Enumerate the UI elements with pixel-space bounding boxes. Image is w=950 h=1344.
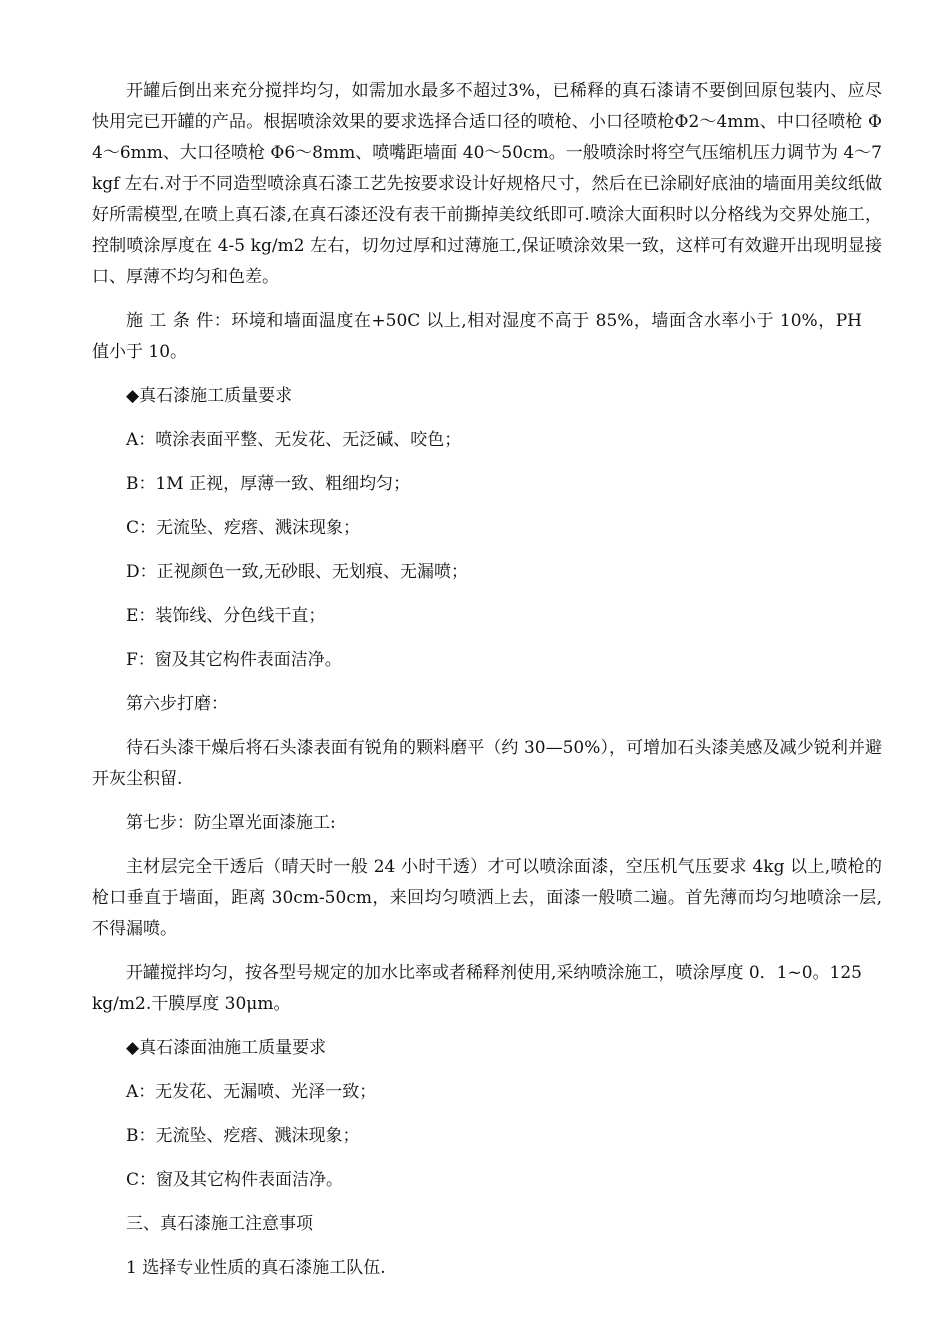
- paragraph-construction-conditions: 施 工 条 件：环境和墙面温度在+50C 以上,相对湿度不高于 85%，墙面含水率小于 10%，PH 值小于 10。: [92, 311, 862, 362]
- topcoat-item-a: A：无发花、无漏喷、光泽一致；: [126, 1082, 377, 1102]
- paragraph-mixing: 开罐搅拌均匀，按各型号规定的加水比率或者稀释剂使用,采纳喷涂施工，喷涂厚度 0．1~0。125kg/m2.干膜厚度 30μm。: [92, 963, 862, 1014]
- list-item-f: F：窗及其它构件表面洁净。: [126, 650, 342, 670]
- heading-topcoat-quality: ◆真石漆面油施工质量要求: [126, 1038, 327, 1058]
- list-item-d: D：正视颜色一致,无砂眼、无划痕、无漏喷；: [126, 562, 469, 582]
- paragraph-spray-procedure: 开罐后倒出来充分搅拌均匀，如需加水最多不超过3%，已稀释的真石漆请不要倒回原包装内、应尽快用完已开罐的产品。根据喷涂效果的要求选择合适口径的喷枪、小口径喷枪Φ2～4mm、中口径喷枪 Φ4～6mm、大口径喷枪 Φ6～8mm、喷嘴距墙面 40～50cm。一般喷涂时将空气压缩机压力调节为 4～7kgf 左右.对于不同造型喷涂真石漆工艺先按要求设计好规格尺寸，然后在已涂刷好底油的墙面用美纹纸做好所需模型,在喷上真石漆,在真石漆还没有表干前撕掉美纹纸即可.喷涂大面积时以分格线为交界处施工，控制喷涂厚度在 4-5 kg/m2 左右，切勿过厚和过薄施工,保证喷涂效果一致，这样可有效避开出现明显接口、厚薄不均匀和色差。: [92, 81, 882, 287]
- list-item-c: C：无流坠、疙瘩、溅沫现象；: [126, 518, 361, 538]
- list-item-a: A：喷涂表面平整、无发花、无泛碱、咬色；: [126, 430, 462, 450]
- list-item-b: B：1M 正视，厚薄一致、粗细均匀；: [126, 474, 411, 494]
- list-item-e: E：装饰线、分色线干直；: [126, 606, 326, 626]
- heading-section-three: 三、真石漆施工注意事项: [126, 1214, 313, 1234]
- topcoat-item-c: C：窗及其它构件表面洁净。: [126, 1170, 344, 1190]
- topcoat-item-b: B：无流坠、疙瘩、溅沫现象；: [126, 1126, 360, 1146]
- heading-step-seven: 第七步：防尘罩光面漆施工:: [126, 813, 336, 833]
- heading-quality-requirements: ◆真石漆施工质量要求: [126, 386, 293, 406]
- heading-step-six: 第六步打磨：: [126, 694, 228, 714]
- paragraph-topcoat: 主材层完全干透后（晴天时一般 24 小时干透）才可以喷涂面漆，空压机气压要求 4kg 以上,喷枪的枪口垂直于墙面，距离 30cm-50cm，来回均匀喷洒上去，面漆一般喷二遍。首先薄而均匀地喷涂一层,不得漏喷。: [92, 857, 882, 939]
- paragraph-polishing: 待石头漆干燥后将石头漆表面有锐角的颗料磨平（约 30—50%），可增加石头漆美感及减少锐利并避开灰尘积留.: [92, 738, 882, 789]
- note-item-1: 1 选择专业性质的真石漆施工队伍.: [126, 1258, 386, 1278]
